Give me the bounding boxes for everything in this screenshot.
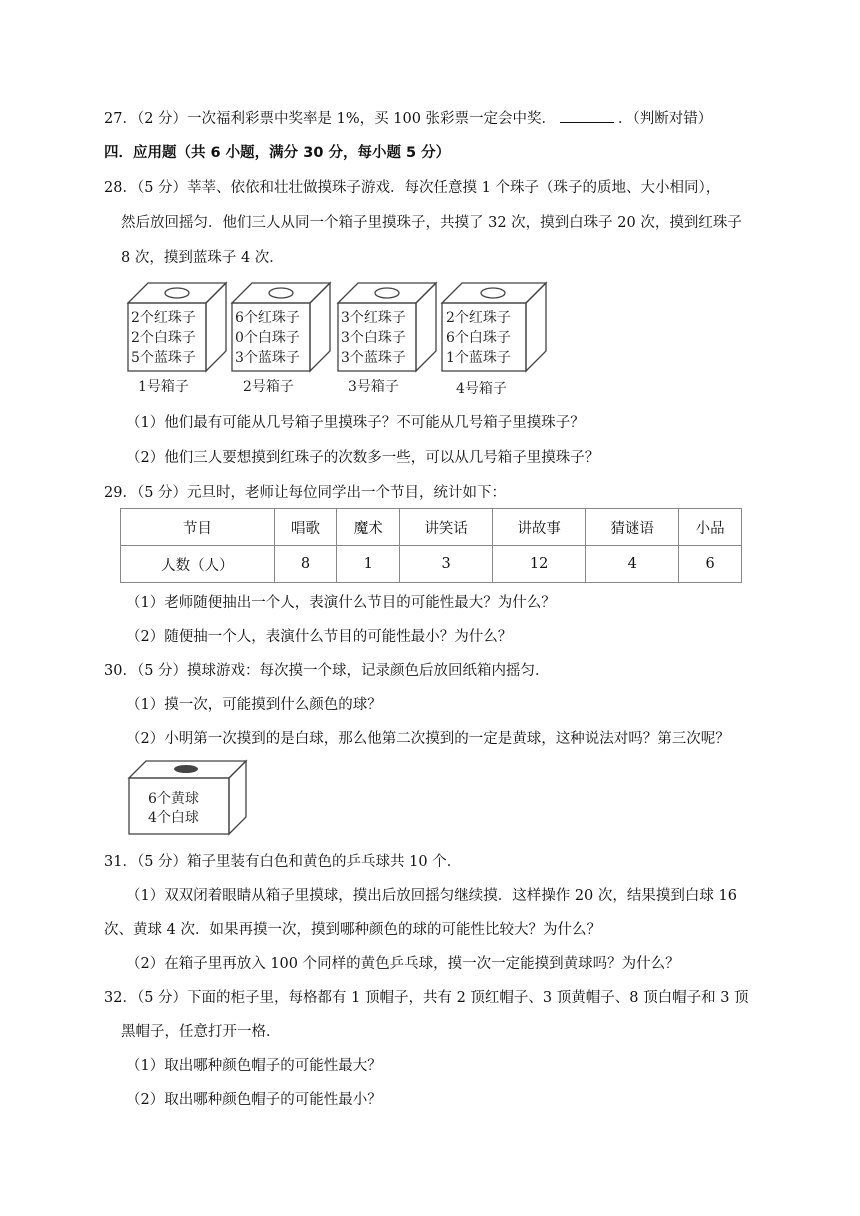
q32-line1: 32．（5 分）下面的柜子里，每格都有 1 顶帽子，共有 2 顶红帽子、3 顶黄帽子、8 顶白帽子和 3 顶 [104,990,749,1006]
table-cell: 唱歌 [274,509,337,546]
box-1-line-1: 2个红珠子 [131,310,196,326]
q29-sub2: （2）随便抽一个人，表演什么节目的可能性最小？为什么？ [126,629,513,645]
q29-line1: 29．（5 分）元旦时，老师让每位同学出一个节目，统计如下： [104,485,507,501]
table-cell: 节目 [121,509,275,546]
q31-sub1a: （1）双双闭着眼睛从箱子里摸球，摸出后放回摇匀继续摸．这样操作 20 次，结果摸到白球 16 [126,888,737,904]
ball-box-figure [126,758,250,838]
box-4-line-2: 6个白珠子 [446,330,511,346]
ball-box-line-2: 4个白球 [148,810,199,826]
q27-suffix: ．（判断对错） [618,111,713,127]
table-cell: 4 [586,546,679,583]
table-cell: 猜谜语 [586,509,679,546]
box-2-line-2: 0个白珠子 [235,330,300,346]
table-cell: 3 [400,546,493,583]
table-cell: 魔术 [337,509,400,546]
box-1-line-2: 2个白珠子 [131,330,196,346]
box-2-label: 2号箱子 [243,379,294,395]
q32-sub1: （1）取出哪种颜色帽子的可能性最大？ [126,1058,382,1074]
q28-line1: 28．（5 分）莘莘、依依和壮壮做摸珠子游戏．每次任意摸 1 个珠子（珠子的质地、大小相同）， [104,180,721,196]
box-4-line-3: 1个蓝珠子 [446,350,511,366]
table-row [121,546,742,583]
bead-boxes-figure [126,279,552,401]
box-1-line-3: 5个蓝珠子 [131,350,196,366]
table-cell: 6 [679,546,742,583]
q30-sub2: （2）小明第一次摸到的是白球，那么他第二次摸到的一定是黄球，这种说法对吗？第三次呢？ [126,731,730,747]
box-4-label: 4号箱子 [456,381,507,397]
q32-sub2: （2）取出哪种颜色帽子的可能性最小？ [126,1092,382,1108]
box-4-line-1: 2个红珠子 [446,310,511,326]
table-cell: 12 [493,546,586,583]
table-cell: 小品 [679,509,742,546]
box-1-label: 1号箱子 [138,379,189,395]
table-cell: 讲故事 [493,509,586,546]
slot-icon [174,765,198,773]
q28-sub2: （2）他们三人要想摸到红珠子的次数多一些，可以从几号箱子里摸珠子？ [126,450,600,466]
table-cell: 讲笑话 [400,509,493,546]
table-cell: 8 [274,546,337,583]
box-2-line-1: 6个红珠子 [235,310,300,326]
program-stats-table [120,508,742,583]
q30-line1: 30．（5 分）摸球游戏：每次摸一个球，记录颜色后放回纸箱内摇匀． [104,663,550,679]
box-3-line-3: 3个蓝珠子 [341,350,406,366]
q30-sub1: （1）摸一次，可能摸到什么颜色的球？ [126,697,382,713]
box-3-label: 3号箱子 [348,379,399,395]
q29-sub1: （1）老师随便抽出一个人，表演什么节目的可能性最大？为什么？ [126,595,556,611]
q32-line2: 黑帽子，任意打开一格． [121,1024,281,1040]
question-27 [104,108,712,129]
q27-text: 27．（2 分）一次福利彩票中奖率是 1%，买 100 张彩票一定会中奖． [104,111,557,127]
table-header-row [121,509,742,546]
answer-blank[interactable] [560,108,614,123]
box-3-line-2: 3个白珠子 [341,330,406,346]
q28-sub1: （1）他们最有可能从几号箱子里摸珠子？不可能从几号箱子里摸珠子？ [126,415,585,431]
section-heading: 四．应用题（共 6 小题，满分 30 分，每小题 5 分） [104,145,451,161]
table-cell: 人数（人） [121,546,275,583]
q31-sub2: （2）在箱子里再放入 100 个同样的黄色乒乓球，摸一次一定能摸到黄球吗？为什么？ [126,956,680,972]
q28-line3: 8 次，摸到蓝珠子 4 次． [121,250,284,266]
box-2-line-3: 3个蓝珠子 [235,350,300,366]
q28-line2: 然后放回摇匀．他们三人从同一个箱子里摸珠子，共摸了 32 次，摸到白珠子 20 次，摸到红珠子 [121,215,742,231]
q31-line1: 31．（5 分）箱子里装有白色和黄色的乒乓球共 10 个． [104,854,462,870]
table-cell: 1 [337,546,400,583]
box-3-line-1: 3个红珠子 [341,310,406,326]
ball-box-line-1: 6个黄球 [148,791,199,807]
q31-sub1b: 次、黄球 4 次．如果再摸一次，摸到哪种颜色的球的可能性比较大？为什么？ [104,922,601,938]
